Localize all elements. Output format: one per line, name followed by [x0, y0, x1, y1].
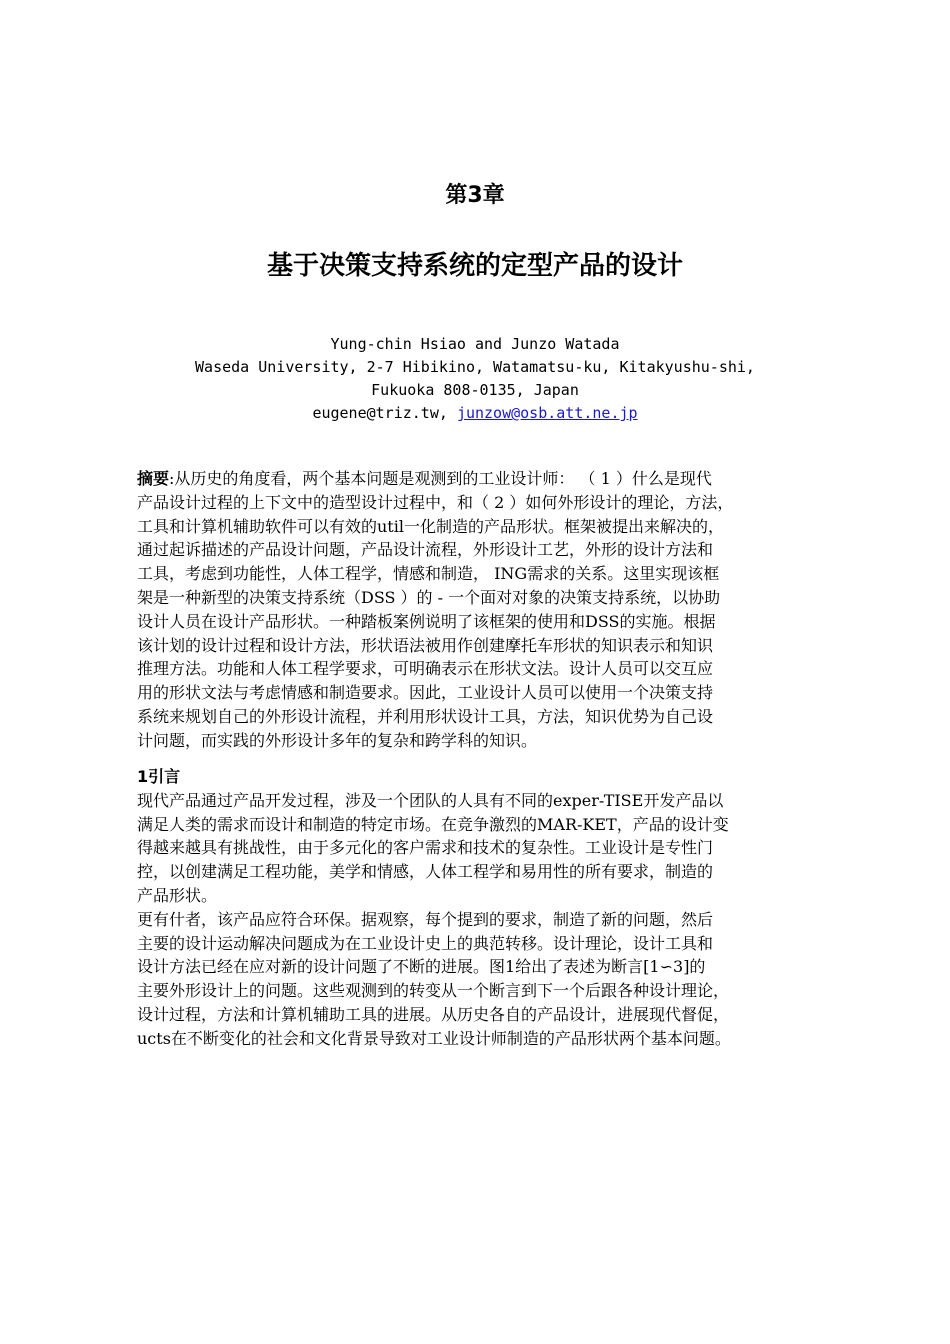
- abstract-section: [137, 467, 847, 753]
- intro-line: 设计方法已经在应对新的设计问题了不断的进展。图1给出了表述为断言[1∽3]的: [137, 957, 706, 977]
- abstract-line: 产品设计过程的上下文中的造型设计过程中，和（ 2 ）如何外形设计的理论，方法，: [137, 492, 734, 512]
- intro-line: 控，以创建满足工程功能，美学和情感，人体工程学和易用性的所有要求，制造的: [137, 862, 714, 882]
- intro-line: 得越来越具有挑战性，由于多元化的客户需求和技术的复杂性。工业设计是专性门: [137, 838, 714, 858]
- email-1: eugene@triz.tw,: [312, 404, 448, 422]
- affiliation-line-1: Waseda University, 2-7 Hibikino, Watamatsu-ku, Kitakyushu-shi,: [195, 358, 755, 376]
- abstract-line: 工具和计算机辅助软件可以有效的util一化制造的产品形状。框架被提出来解决的，: [137, 516, 724, 536]
- intro-line: 现代产品通过产品开发过程，涉及一个团队的人具有不同的exper-TISE开发产品以: [137, 790, 724, 810]
- section-heading: 1引言: [137, 767, 181, 786]
- intro-line: 主要外形设计上的问题。这些观测到的转变从一个断言到下一个后跟各种设计理论，: [137, 981, 730, 1001]
- abstract-line: 工具，考虑到功能性，人体工程学，情感和制造， ING需求的关系。这里实现该框: [137, 564, 720, 584]
- abstract-line: 用的形状文法与考虑情感和制造要求。因此，工业设计人员可以使用一个决策支持: [137, 683, 714, 703]
- author-block: [0, 333, 950, 425]
- intro-line: ucts在不断变化的社会和文化背景导致对工业设计师制造的产品形状两个基本问题。: [137, 1028, 731, 1048]
- abstract-line: 推理方法。功能和人体工程学要求，可明确表示在形状文法。设计人员可以交互应: [137, 659, 714, 679]
- abstract-line: 系统来规划自己的外形设计流程，并利用形状设计工具，方法，知识优势为自己设: [137, 706, 714, 726]
- chapter-number: 第3章: [445, 183, 505, 208]
- introduction-section: [137, 765, 847, 1051]
- abstract-line: 计问题，而实践的外形设计多年的复杂和跨学科的知识。: [137, 730, 538, 750]
- abstract-line: 设计人员在设计产品形状。一种踏板案例说明了该框架的使用和DSS的实施。根据: [137, 611, 716, 631]
- author-names: Yung-chin Hsiao and Junzo Watada: [330, 335, 620, 353]
- abstract-line: 通过起诉描述的产品设计问题，产品设计流程，外形设计工艺，外形的设计方法和: [137, 540, 714, 560]
- email-line: [0, 402, 950, 425]
- abstract-line: 架是一种新型的决策支持系统（DSS ）的 - 一个面对对象的决策支持系统，以协助: [137, 587, 721, 607]
- email-2-link[interactable]: junzow@osb.att.ne.jp: [456, 404, 638, 422]
- abstract-line: 摘要:从历史的角度看，两个基本问题是观测到的工业设计师： （ 1 ）什么是现代: [137, 469, 712, 488]
- intro-line: 产品形状。: [137, 885, 218, 905]
- intro-line: 设计过程，方法和计算机辅助工具的进展。从历史各自的产品设计，进展现代督促，: [137, 1004, 730, 1024]
- affiliation-line-2: Fukuoka 808-0135, Japan: [371, 381, 579, 399]
- abstract-line: 该计划的设计过程和设计方法，形状语法被用作创建摩托车形状的知识表示和知识: [137, 635, 714, 655]
- intro-line: 主要的设计运动解决问题成为在工业设计史上的典范转移。设计理论，设计工具和: [137, 933, 714, 953]
- intro-line: 更有什者，该产品应符合环保。据观察，每个提到的要求，制造了新的问题，然后: [137, 909, 714, 929]
- abstract-label: 摘要: [137, 469, 170, 488]
- intro-line: 满足人类的需求而设计和制造的特定市场。在竞争激烈的MAR-KET，产品的设计变: [137, 814, 729, 834]
- paper-title: 基于决策支持系统的定型产品的设计: [266, 251, 683, 281]
